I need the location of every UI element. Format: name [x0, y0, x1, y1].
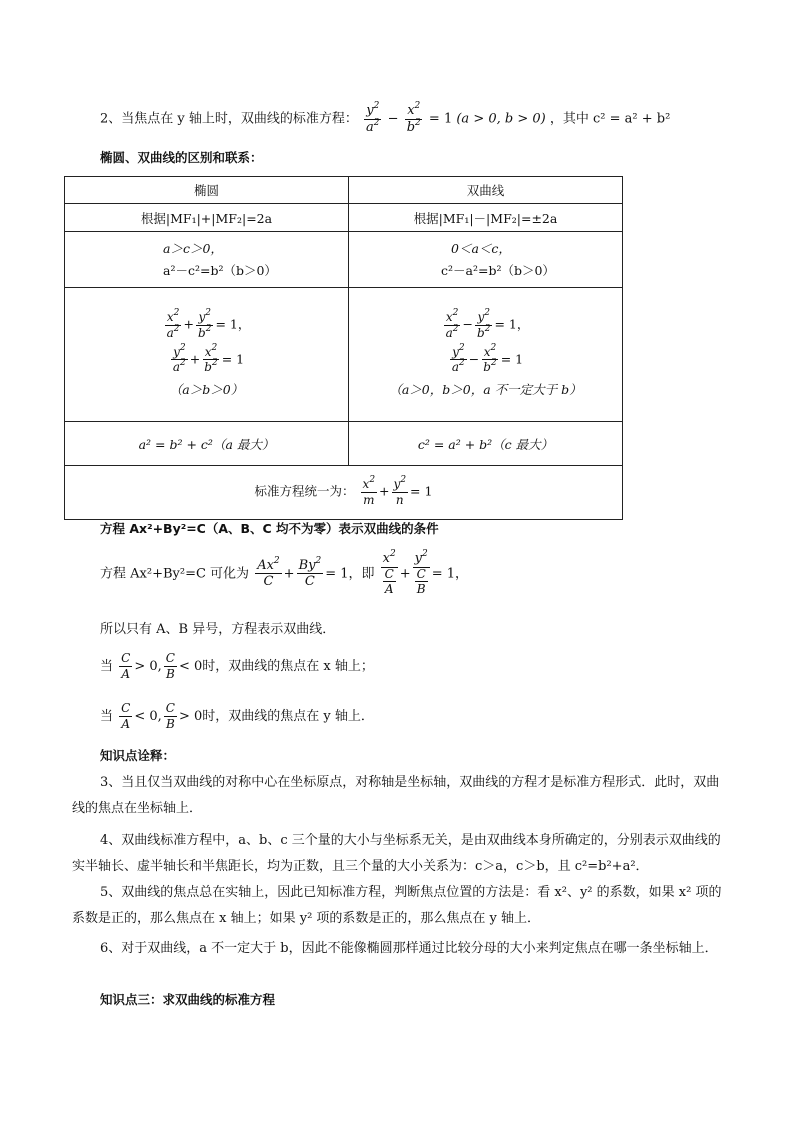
header-hyperbola: 双曲线	[349, 177, 623, 204]
ellipse-eq-condition: （a＞b＞0）	[169, 381, 244, 397]
table-row	[65, 466, 623, 520]
when-label: 当	[100, 709, 114, 724]
case-y-text: 时，双曲线的焦点在 y 轴上．	[202, 709, 374, 724]
paragraph-6: 6、对于双曲线，a 不一定大于 b，因此不能像椭圆那样通过比较分母的大小来判定焦点在哪一条坐标轴上．	[100, 941, 718, 956]
table-row	[65, 232, 623, 288]
unified-equation-cell: 标准方程统一为： $\frac{x^2}{m}$ + $\frac{y^2}{n}$ = 1	[65, 466, 623, 520]
focus-y-suffix: ，其中 c² = a² + b²	[549, 111, 671, 127]
ellipse-eq-y-major: $\frac{y^2}{a^2}$ + $\frac{x^2}{b^2}$ = 1	[172, 342, 245, 375]
hyperbola-relation-1: 0＜a＜c，	[451, 240, 511, 256]
x2-over-m-fraction: $\frac{x^2}{m}$	[362, 475, 376, 507]
when-label: 当	[100, 659, 114, 674]
table-row	[65, 177, 623, 204]
conversion-prefix: 方程 Ax²+By²=C 可化为	[100, 566, 250, 582]
ellipse-equations	[65, 288, 349, 422]
x2-over-b2-fraction: $\frac{x^2}{b^2}$	[406, 101, 421, 135]
focus-y-axis-line: 2、当焦点在 y 轴上时，双曲线的标准方程： $\frac{y^2}{a^2}$ − $\frac{x^2}{b^2}$ = 1 (a > 0, b > 0) ，其中 c² = a² + b²	[100, 101, 671, 135]
x2-over-c-over-a: $\frac{x^2}{\frac{C}{A}}$	[382, 549, 396, 597]
case-y-axis-line: 当 $\frac{C}{A}$ < 0, $\frac{C}{B}$ > 0时，双曲线的焦点在 y 轴上．	[100, 701, 374, 731]
case-x-text: 时，双曲线的焦点在 x 轴上；	[202, 659, 374, 674]
ellipse-relation-1: a＞c＞0，	[163, 240, 223, 256]
focus-y-condition: (a > 0, b > 0)	[456, 111, 546, 127]
comparison-table	[64, 176, 623, 520]
ellipse-abc-relation: a² = b² + c²（a 最大）	[65, 422, 349, 466]
paragraph-3: 3、当且仅当双曲线的对称中心在坐标原点，对称轴是坐标轴，双曲线的方程才是标准方程形式．此时，双曲线的焦点在坐标轴上．	[72, 775, 720, 816]
explanation-heading: 知识点诠释：	[100, 748, 176, 763]
case-x-axis-line: 当 $\frac{C}{A}$ > 0, $\frac{C}{B}$ < 0时，双曲线的焦点在 x 轴上；	[100, 651, 374, 681]
y2-over-c-over-b: $\frac{y^2}{\frac{C}{B}}$	[414, 549, 428, 597]
ellipse-eq-x-major: $\frac{x^2}{a^2}$ + $\frac{y^2}{b^2}$ = 1，	[166, 308, 251, 340]
hyperbola-eq-y-axis: $\frac{y^2}{a^2}$ − $\frac{x^2}{b^2}$ = 1	[451, 342, 524, 375]
paragraph-4: 4、双曲线标准方程中，a、b、c 三个量的大小与坐标系无关，是由双曲线本身所确定的，分别表示双曲线的实半轴长、虚半轴长和半焦距长，均为正数，且三个量的大小关系为：c＞a，c＞b，且 c²=b²+a²．	[72, 833, 721, 874]
hyperbola-equations	[349, 288, 623, 422]
ellipse-hyperbola-heading: 椭圆、双曲线的区别和联系：	[100, 150, 263, 165]
ellipse-relations	[65, 232, 349, 288]
hyperbola-relation-2: c²－a²=b²（b＞0）	[441, 262, 555, 278]
table-row	[65, 204, 623, 232]
ellipse-definition: 根据|MF₁|+|MF₂|=2a	[65, 204, 349, 232]
y2-over-n-fraction: $\frac{y^2}{n}$	[393, 475, 407, 507]
focus-y-prefix: 2、当焦点在 y 轴上时，双曲线的标准方程：	[100, 111, 358, 127]
hyperbola-eq-condition: （a＞0，b＞0，a 不一定大于 b）	[389, 381, 582, 397]
hyperbola-definition: 根据|MF₁|－|MF₂|=±2a	[349, 204, 623, 232]
unified-label: 标准方程统一为：	[254, 484, 355, 499]
by2-over-c-fraction: $\frac{By^2}{C}$	[298, 555, 322, 590]
only-if-line: 所以只有 A、B 异号，方程表示双曲线．	[100, 622, 336, 637]
conversion-line: 方程 Ax²+By²=C 可化为 $\frac{Ax^2}{C}$ + $\frac{By^2}{C}$ = 1，即 $\frac{x^2}{\frac{C}{A}}$ + $\frac{y^2}{\frac{C}{B}}$ = 1，	[100, 549, 469, 597]
table-row	[65, 288, 623, 422]
ax2-over-c-fraction: $\frac{Ax^2}{C}$	[257, 555, 280, 590]
knowledge-point-3-heading: 知识点三：求双曲线的标准方程	[100, 992, 276, 1007]
hyperbola-eq-x-axis: $\frac{x^2}{a^2}$ − $\frac{y^2}{b^2}$ = 1，	[445, 308, 530, 340]
hyperbola-relations	[349, 232, 623, 288]
conversion-mid: ，即	[348, 566, 375, 582]
table-row	[65, 422, 623, 466]
header-ellipse: 椭圆	[65, 177, 349, 204]
condition-heading: 方程 Ax²+By²=C（A、B、C 均不为零）表示双曲线的条件	[100, 521, 439, 536]
hyperbola-abc-relation: c² = a² + b²（c 最大）	[349, 422, 623, 466]
y2-over-a2-fraction: $\frac{y^2}{a^2}$	[366, 101, 380, 135]
ellipse-relation-2: a²－c²=b²（b＞0）	[163, 262, 277, 278]
paragraph-5: 5、双曲线的焦点总在实轴上，因此已知标准方程，判断焦点位置的方法是：看 x²、y² 的系数，如果 x² 项的系数是正的，那么焦点在 x 轴上；如果 y² 项的系数是正的，那么焦点在 y 轴上．	[72, 885, 722, 926]
